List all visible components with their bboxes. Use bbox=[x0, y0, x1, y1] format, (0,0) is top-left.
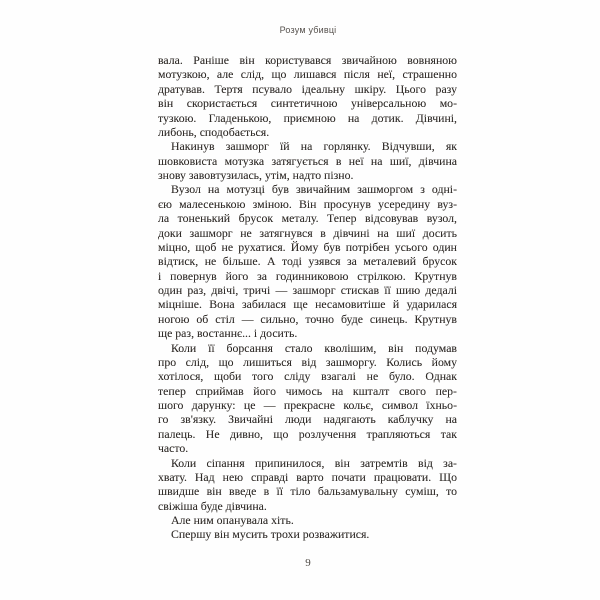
text-line: хотілося, щоби того сліду взагалі не було. Однак bbox=[158, 369, 457, 384]
text-line: либонь, сподобається. bbox=[158, 124, 270, 139]
page-text bbox=[158, 53, 457, 542]
text-line: знову завовтузилась, утім, надто пізно. bbox=[158, 168, 354, 182]
text-line: єю малесенькою зміною. Він просунув усередину вуз- bbox=[158, 196, 457, 211]
text-line: мотузкою, але слід, що лишався після неї, страшенно bbox=[158, 67, 457, 82]
text-line: міцніше. Вона забилася ще несамовитіше й ударилася bbox=[158, 297, 457, 312]
text-line: шовковиста мотузка затягується в неї на шиї, дівчина bbox=[158, 153, 457, 168]
text-line: дратував. Тертя псувало ідеальну шкіру. Цього разу bbox=[158, 81, 457, 96]
text-line: вала. Раніше він користувався звичайною вовняною bbox=[158, 53, 457, 67]
running-header: Розум убивці bbox=[279, 25, 337, 35]
text-line: Спершу він мусить трохи розважитися. bbox=[171, 527, 370, 542]
text-line: ла тоненький брусок металу. Тепер відсовував вузол, bbox=[158, 211, 457, 226]
text-line: Але ним опанувала хіть. bbox=[171, 513, 294, 527]
text-line: міцно, щоб не рухатися. Йому був потрібен усього один bbox=[158, 239, 457, 254]
text-line: тузкою. Гладенькою, приємною на дотик. Дівчині, bbox=[158, 110, 457, 125]
text-line: тепер сприймав його чимось на кшталт свого пер- bbox=[158, 383, 457, 398]
text-line: шого дарунку: це — прекрасне кольє, символ їхньо- bbox=[158, 398, 457, 412]
text-line: один раз, двічі, тричі — зашморг стискав її шию дедалі bbox=[158, 283, 457, 297]
text-line: Накинув зашморг їй на горлянку. Відчувши, як bbox=[171, 139, 457, 154]
text-line: відтиск, не більше. А тоді узявся за металевий брусок bbox=[158, 254, 457, 269]
text-line: го зв'язку. Звичайні люди надягають каблучку на bbox=[158, 412, 457, 427]
text-line: часто. bbox=[158, 441, 189, 456]
text-line: хвату. Над нею справді варто почати працювати. Що bbox=[158, 469, 457, 484]
text-line: Вузол на мотузці був звичайним зашморгом з одні- bbox=[171, 182, 457, 197]
text-line: ногою об стіл — сильно, точно буде синець. Крутнув bbox=[158, 311, 457, 326]
text-line: Коли сіпання припинилося, він затремтів від за- bbox=[171, 455, 457, 470]
text-line: про слід, що лишиться від зашморгу. Колись йому bbox=[158, 354, 457, 369]
text-line: ще раз, востаннє... і досить. bbox=[158, 326, 298, 341]
text-line: свіжіша буде дівчина. bbox=[158, 498, 267, 513]
text-line: і повернув його за годинниковою стрілкою. Крутнув bbox=[158, 268, 457, 283]
page-number: 9 bbox=[305, 557, 311, 569]
text-line: Коли її борсання стало кволішим, він подумав bbox=[171, 340, 457, 355]
text-line: він скористається синтетичною універсальною мо- bbox=[158, 96, 457, 111]
text-line: доки зашморг не затягнувся в дівчині на шиї досить bbox=[158, 225, 457, 240]
text-line: швидше він введе в її тіло бальзамувальну суміш, то bbox=[158, 484, 457, 499]
text-line: палець. Не дивно, що розлучення трапляються так bbox=[158, 426, 457, 441]
